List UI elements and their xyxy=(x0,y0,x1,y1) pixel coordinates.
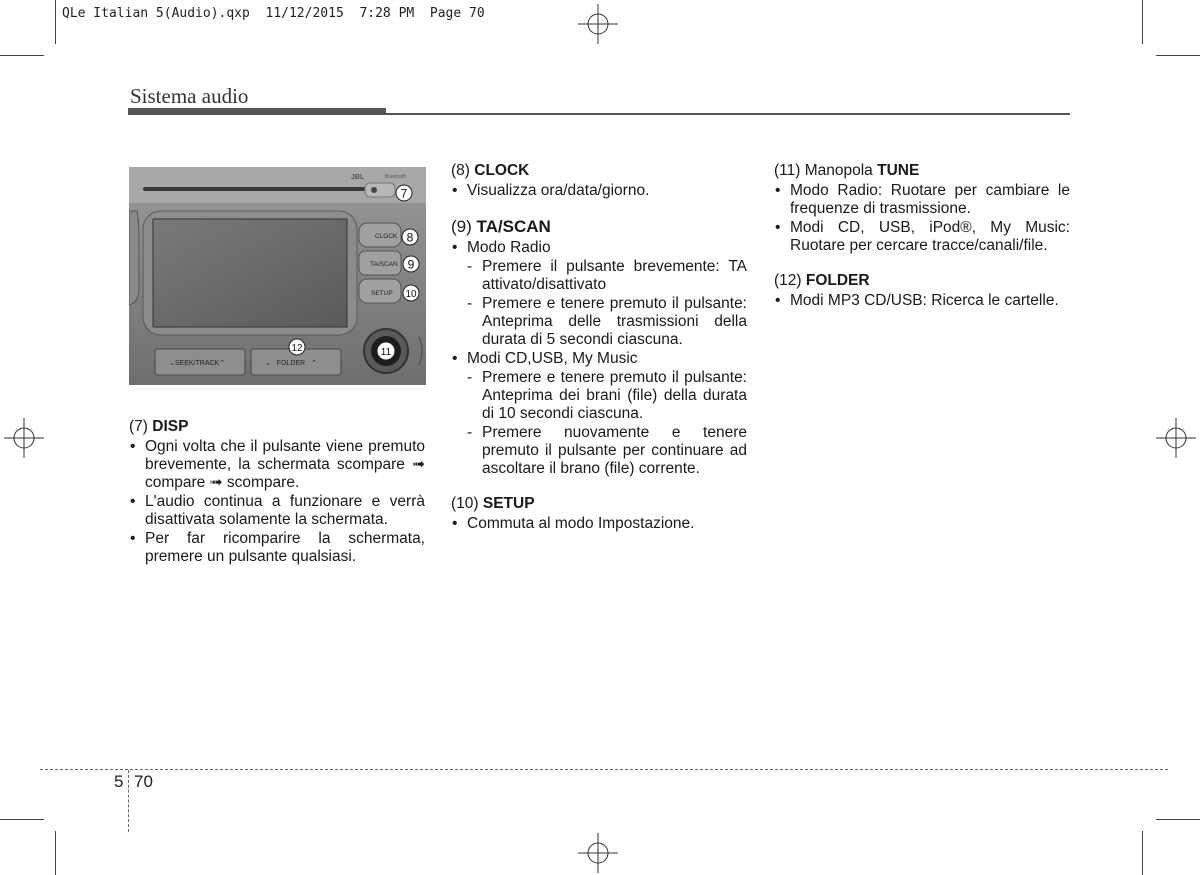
callout-7-icon xyxy=(396,185,412,201)
crop-mark xyxy=(1156,55,1200,56)
column-3 xyxy=(774,162,1070,311)
list-item: • Per far ricomparire la schermata, premere un pulsante qualsiasi. xyxy=(129,530,425,566)
section-11-heading: (11) Manopola TUNE xyxy=(774,162,920,179)
crop-mark xyxy=(55,831,56,875)
section-9-heading: (9) TA/SCAN xyxy=(451,217,551,236)
list-subitem: - Premere e tenere premuto il pulsante: Anteprima delle trasmissioni della durata di 5 secondi ciascuna. xyxy=(451,295,747,349)
column-2 xyxy=(451,162,747,534)
registration-mark-icon xyxy=(4,418,44,458)
list-item: • Modi CD,USB, My Music xyxy=(451,350,747,368)
list-item: • Modo Radio xyxy=(451,239,747,257)
audio-head-unit-image xyxy=(129,167,426,385)
section-10-list xyxy=(451,515,747,533)
clock-button-label: CLOCK xyxy=(375,233,398,240)
slug-time: 7:28 PM xyxy=(359,6,415,21)
list-subitem: - Premere nuovamente e tenere premuto il pulsante per continuare ad ascoltare il brano (file) corrente. xyxy=(451,424,747,478)
section-10-heading: (10) SETUP xyxy=(451,495,535,512)
bluetooth-logo: Bluetooth xyxy=(385,174,407,180)
registration-mark-icon xyxy=(578,833,618,873)
ta-scan-button-label: TA/SCAN xyxy=(370,261,398,268)
svg-text:12: 12 xyxy=(291,343,303,354)
crop-mark xyxy=(1156,819,1200,820)
crop-mark xyxy=(0,55,44,56)
svg-text:8: 8 xyxy=(406,230,414,245)
slug-page: Page 70 xyxy=(429,6,485,21)
page-number: 70 xyxy=(134,772,153,791)
callout-8-icon xyxy=(402,229,418,245)
callout-10-icon xyxy=(403,285,419,301)
callout-12-icon xyxy=(289,339,305,355)
printer-slug xyxy=(62,6,485,21)
disp-button-icon xyxy=(371,187,377,193)
list-item: • Ogni volta che il pulsante viene premuto brevemente, la schermata scompare ➟ compare ➟ scompare. xyxy=(129,438,425,492)
list-subitem: - Premere e tenere premuto il pulsante: Anteprima dei brani (file) della durata di 10 secondi ciascuna. xyxy=(451,369,747,423)
section-7-heading: (7) DISP xyxy=(129,418,189,435)
crop-mark xyxy=(1142,0,1143,44)
jbl-logo: JBL xyxy=(351,174,365,181)
callout-11-icon xyxy=(377,342,395,360)
header-rule-thick xyxy=(128,108,386,115)
section-7-list xyxy=(129,438,425,566)
seek-track-label: ⌄SEEK/TRACK⌃ xyxy=(169,360,226,367)
header-rule-thin xyxy=(386,113,1070,115)
section-title: Sistema audio xyxy=(130,84,249,108)
section-8-heading: (8) CLOCK xyxy=(451,162,530,179)
svg-text:7: 7 xyxy=(400,186,408,201)
crop-mark xyxy=(0,819,44,820)
registration-mark-icon xyxy=(578,4,618,44)
svg-text:9: 9 xyxy=(407,257,415,272)
slug-date: 11/12/2015 xyxy=(265,6,344,21)
section-12-list xyxy=(774,292,1070,310)
callout-9-icon xyxy=(403,256,419,272)
crop-mark xyxy=(55,0,56,44)
section-11-list xyxy=(774,182,1070,255)
footer-divider xyxy=(128,770,129,832)
crop-mark xyxy=(1142,831,1143,875)
folder-label: ⌄ FOLDER ⌃ xyxy=(265,360,317,367)
list-item: • Commuta al modo Impostazione. xyxy=(451,515,747,533)
svg-text:10: 10 xyxy=(405,289,417,300)
section-9-list xyxy=(451,239,747,478)
list-subitem: - Premere il pulsante brevemente: TA attivato/disattivato xyxy=(451,258,747,294)
section-8-list xyxy=(451,182,747,200)
list-item: • Modo Radio: Ruotare per cambiare le frequenze di trasmissione. xyxy=(774,182,1070,218)
chapter-number: 5 xyxy=(114,772,124,791)
list-item: • Modi CD, USB, iPod®, My Music: Ruotare per cercare tracce/canali/file. xyxy=(774,219,1070,255)
slug-file: QLe Italian 5(Audio).qxp xyxy=(62,6,250,21)
list-item: • Modi MP3 CD/USB: Ricerca le cartelle. xyxy=(774,292,1070,310)
list-item: • L'audio continua a funzionare e verrà disattivata solamente la schermata. xyxy=(129,493,425,529)
setup-button-label: SETUP xyxy=(371,290,393,297)
registration-mark-icon xyxy=(1156,418,1196,458)
list-item: • Visualizza ora/data/giorno. xyxy=(451,182,747,200)
section-12-heading: (12) FOLDER xyxy=(774,272,870,289)
column-1 xyxy=(129,418,425,567)
svg-text:11: 11 xyxy=(380,347,392,358)
footer-rule xyxy=(40,769,1168,770)
